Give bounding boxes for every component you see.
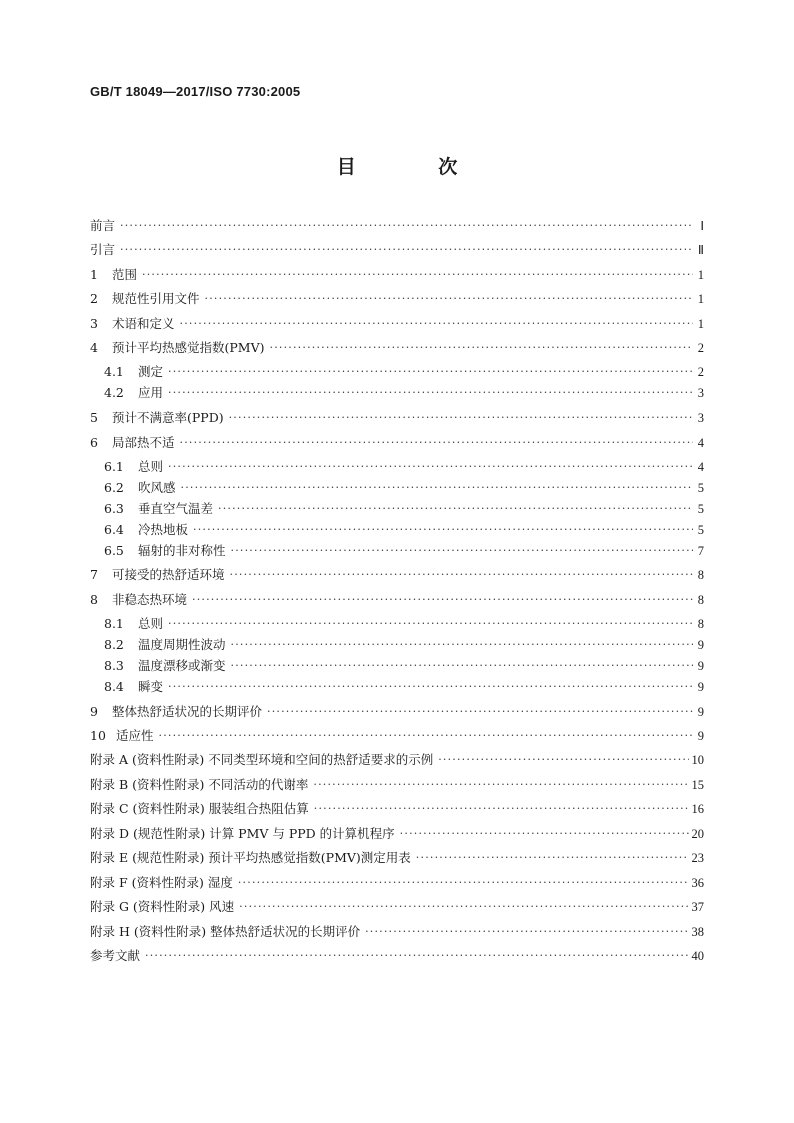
toc-entry-label: 术语和定义 (112, 316, 175, 331)
toc-entry-page: 9 (697, 659, 704, 673)
toc-dot-leader (180, 314, 693, 334)
toc-dot-leader (205, 289, 693, 309)
toc-entry[interactable] (104, 362, 704, 382)
toc-entry[interactable] (104, 614, 704, 634)
toc-entry-number: 8.1 (104, 616, 124, 631)
toc-dot-leader (231, 541, 693, 561)
toc-entry[interactable] (90, 702, 704, 722)
toc-entry[interactable] (104, 457, 704, 477)
toc-entry-label: 可接受的热舒适环境 (112, 567, 225, 582)
toc-entry-page: 37 (691, 900, 704, 914)
toc-dot-leader (142, 265, 693, 285)
toc-entry-page: 7 (697, 544, 704, 558)
toc-entry[interactable] (90, 873, 704, 893)
toc-entry[interactable] (104, 677, 704, 697)
toc-entry-label: 附录 F (资料性附录) 湿度 (90, 875, 233, 890)
toc-entry[interactable] (104, 541, 704, 561)
toc-entry-number: 3 (90, 316, 98, 331)
toc-entry-page: 8 (697, 593, 704, 607)
toc-entry-number: 4 (90, 340, 98, 355)
toc-entry-number: 6.1 (104, 459, 124, 474)
toc-entry-number: 5 (90, 410, 98, 425)
toc-entry[interactable] (90, 314, 704, 334)
toc-entry-number: 8.4 (104, 679, 124, 694)
toc-entry-label: 附录 D (规范性附录) 计算 PMV 与 PPD 的计算机程序 (90, 826, 395, 841)
toc-dot-leader (313, 775, 688, 795)
toc-entry-page: 2 (697, 365, 704, 379)
toc-entry[interactable] (104, 499, 704, 519)
toc-entry[interactable] (90, 824, 704, 844)
toc-entry-number: 1 (90, 267, 98, 282)
toc-entry-label: 温度周期性波动 (138, 637, 226, 652)
toc-entry-number: 6.3 (104, 501, 124, 516)
toc-dot-leader (168, 457, 693, 477)
toc-entry-page: Ⅰ (700, 219, 704, 233)
page-title: 目 次 (336, 156, 496, 178)
toc-entry-number: 10 (90, 728, 106, 743)
toc-entry-number: 6 (90, 435, 98, 450)
toc-entry-page: 38 (691, 925, 704, 939)
toc-entry-label: 附录 H (资料性附录) 整体热舒适状况的长期评价 (90, 924, 361, 939)
toc-entry-label: 范围 (112, 267, 138, 282)
toc-entry-label: 测定 (138, 364, 164, 379)
toc-entry-page: 5 (697, 502, 704, 516)
toc-entry-label: 应用 (138, 385, 164, 400)
toc-entry[interactable] (90, 433, 704, 453)
toc-dot-leader (120, 240, 693, 260)
toc-entry[interactable] (104, 383, 704, 403)
toc-entry-page: 9 (697, 729, 704, 743)
toc-entry[interactable] (90, 565, 704, 585)
toc-entry-number: 6.2 (104, 480, 124, 495)
toc-entry-page: 9 (697, 638, 704, 652)
toc-entry-label: 温度漂移或渐变 (138, 658, 226, 673)
toc-dot-leader (239, 897, 688, 917)
toc-entry-page: 3 (697, 386, 704, 400)
toc-entry-page: 8 (697, 617, 704, 631)
toc-entry-page: 2 (697, 341, 704, 355)
toc-entry-label: 冷热地板 (138, 522, 189, 537)
toc-dot-leader (193, 520, 693, 540)
toc-entry-number: 6.5 (104, 543, 124, 558)
toc-dot-leader (231, 656, 693, 676)
toc-dot-leader (238, 873, 689, 893)
toc-entry-label: 附录 E (规范性附录) 预计平均热感觉指数(PMV)测定用表 (90, 850, 411, 865)
toc-entry[interactable] (90, 799, 704, 819)
toc-dot-leader (181, 478, 693, 498)
toc-entry-label: 垂直空气温差 (138, 501, 214, 516)
toc-entry-page: 10 (691, 753, 704, 767)
toc-dot-leader (229, 408, 693, 428)
toc-entry-label: 局部热不适 (112, 435, 175, 450)
toc-entry-page: Ⅱ (697, 243, 704, 257)
toc-dot-leader (270, 338, 694, 358)
toc-entry-label: 预计不满意率(PPD) (112, 410, 224, 425)
toc-entry-label: 瞬变 (138, 679, 164, 694)
toc-entry-label: 规范性引用文件 (112, 291, 200, 306)
toc-dot-leader (168, 383, 693, 403)
toc-dot-leader (218, 499, 693, 519)
toc-entry-page: 1 (697, 292, 704, 306)
toc-entry[interactable] (90, 289, 704, 309)
toc-entry-page: 1 (697, 268, 704, 282)
toc-entry-number: 4.1 (104, 364, 124, 379)
toc-dot-leader (168, 614, 693, 634)
toc-entry-page: 9 (697, 680, 704, 694)
toc-entry-label: 吹风感 (138, 480, 176, 495)
toc-entry[interactable] (90, 338, 704, 358)
toc-entry-page: 1 (697, 317, 704, 331)
toc-entry[interactable] (104, 635, 704, 655)
toc-entry-number: 8.2 (104, 637, 124, 652)
toc-entry-label: 适应性 (116, 728, 154, 743)
toc-entry-label: 附录 C (资料性附录) 服装组合热阻估算 (90, 801, 309, 816)
toc-dot-leader (230, 565, 693, 585)
toc-entry[interactable] (104, 520, 704, 540)
toc-dot-leader (120, 216, 693, 236)
toc-entry-number: 8 (90, 592, 98, 607)
toc-dot-leader (159, 726, 693, 746)
toc-entry[interactable] (104, 656, 704, 676)
toc-entry-page: 20 (691, 827, 704, 841)
toc-dot-leader (365, 922, 688, 942)
toc-entry-page: 8 (697, 568, 704, 582)
toc-dot-leader (192, 590, 693, 610)
toc-entry-number: 8.3 (104, 658, 124, 673)
toc-entry-label: 总则 (138, 616, 164, 631)
toc-entry[interactable] (90, 897, 704, 917)
toc-entry-page: 4 (697, 436, 704, 450)
toc-entry[interactable] (90, 750, 704, 770)
toc-entry-label: 附录 B (资料性附录) 不同活动的代谢率 (90, 777, 309, 792)
toc-entry-label: 非稳态热环境 (112, 592, 188, 607)
toc-entry[interactable] (90, 775, 704, 795)
toc-dot-leader (180, 433, 693, 453)
toc-entry-number: 4.2 (104, 385, 124, 400)
toc-entry[interactable] (90, 946, 704, 966)
toc-dot-leader (168, 362, 693, 382)
toc-entry-number: 7 (90, 567, 98, 582)
standard-code: GB/T 18049—2017/ISO 7730:2005 (90, 84, 301, 99)
toc-entry-page: 36 (691, 876, 704, 890)
toc-entry-page: 15 (691, 778, 704, 792)
toc-entry-label: 辐射的非对称性 (138, 543, 226, 558)
toc-entry-number: 2 (90, 291, 98, 306)
toc-dot-leader (231, 635, 693, 655)
toc-dot-leader (267, 702, 693, 722)
toc-dot-leader (400, 824, 689, 844)
toc-entry-page: 16 (691, 802, 704, 816)
toc-entry[interactable] (90, 922, 704, 942)
toc-entry[interactable] (90, 216, 704, 236)
toc-dot-leader (438, 750, 688, 770)
toc-entry[interactable] (90, 848, 704, 868)
toc-entry-label: 参考文献 (90, 948, 141, 963)
toc-entry-page: 3 (697, 411, 704, 425)
toc-entry-page: 4 (697, 460, 704, 474)
toc-entry[interactable] (90, 265, 704, 285)
toc-entry-label: 预计平均热感觉指数(PMV) (112, 340, 265, 355)
toc-entry[interactable] (104, 478, 704, 498)
toc-entry-number: 9 (90, 704, 98, 719)
toc-entry-page: 5 (697, 523, 704, 537)
toc-entry-label: 附录 G (资料性附录) 风速 (90, 899, 235, 914)
toc-dot-leader (145, 946, 688, 966)
toc-entry-page: 23 (691, 851, 704, 865)
toc-entry[interactable] (90, 726, 704, 746)
toc-entry-label: 引言 (90, 242, 116, 257)
toc-entry-label: 附录 A (资料性附录) 不同类型环境和空间的热舒适要求的示例 (90, 752, 434, 767)
toc-dot-leader (416, 848, 689, 868)
toc-entry-number: 6.4 (104, 522, 124, 537)
toc-entry[interactable] (90, 240, 704, 260)
toc-entry-label: 整体热舒适状况的长期评价 (112, 704, 263, 719)
toc-entry-label: 总则 (138, 459, 164, 474)
toc-entry-page: 9 (697, 705, 704, 719)
toc-entry-label: 前言 (90, 218, 116, 233)
toc-entry-page: 40 (691, 949, 704, 963)
toc-entry[interactable] (90, 408, 704, 428)
toc-dot-leader (168, 677, 693, 697)
toc-entry[interactable] (90, 590, 704, 610)
toc-entry-page: 5 (697, 481, 704, 495)
toc-dot-leader (314, 799, 689, 819)
